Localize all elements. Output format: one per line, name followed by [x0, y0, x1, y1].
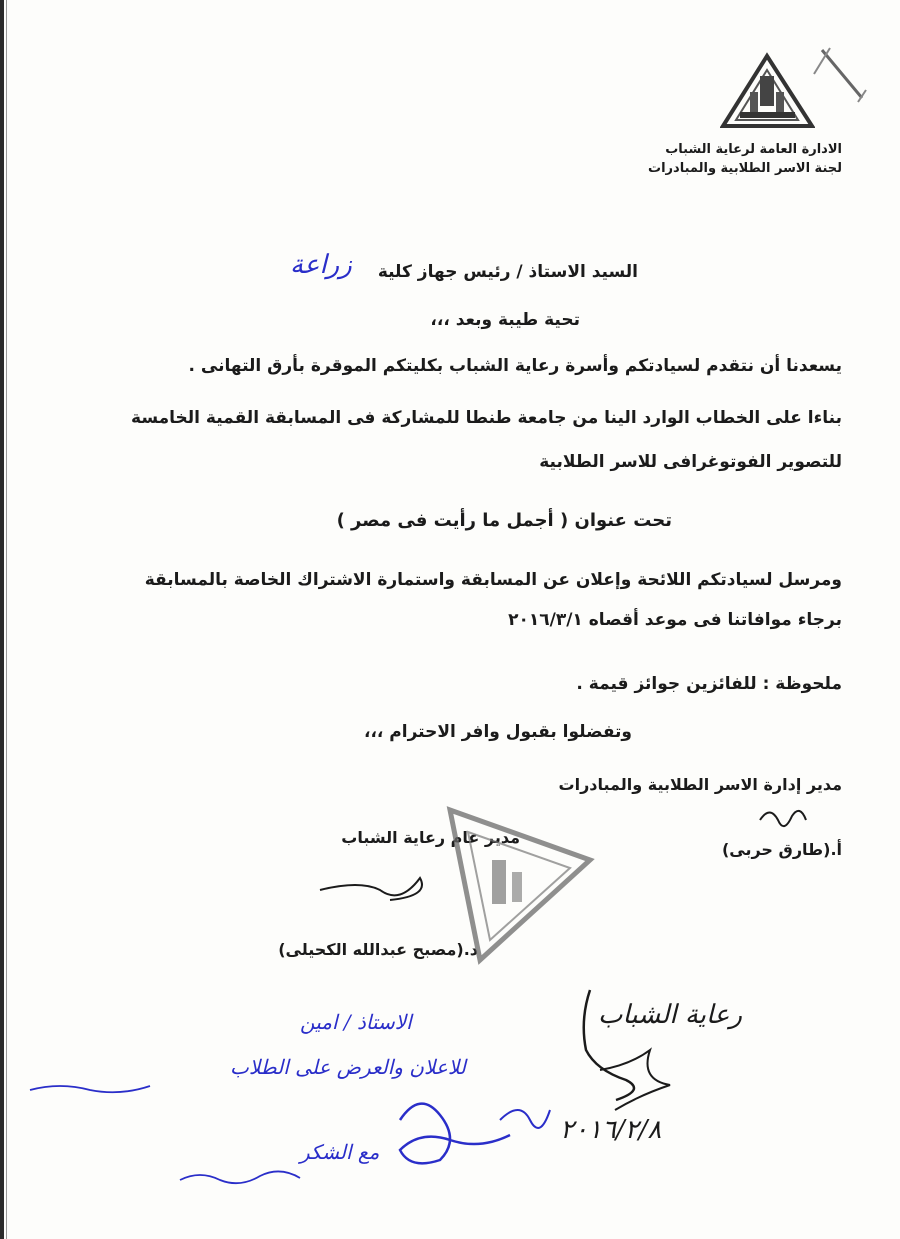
left-signatory-name: د.(مصبح عبدالله الكحيلى)	[278, 940, 478, 959]
signature-left	[320, 878, 422, 900]
handwritten-note-instruction: للاعلان والعرض على الطلاب	[230, 1055, 466, 1079]
scan-edge	[0, 0, 4, 1239]
paragraph-competition-2: للتصوير الفوتوغرافى للاسر الطلابية	[539, 452, 842, 472]
greeting: تحية طيبة وبعد ،،،	[430, 310, 580, 330]
scan-edge-line	[6, 0, 7, 1239]
university-logo-icon	[720, 52, 815, 130]
signature-blue-2	[500, 1110, 550, 1128]
staple-icon	[810, 40, 870, 110]
right-signatory-name: أ.(طارق حربى)	[721, 840, 842, 859]
header-department: الادارة العامة لرعاية الشباب	[665, 142, 842, 157]
signature-blue-4	[30, 1086, 150, 1092]
header-committee: لجنة الاسر الطلابية والمبادرات	[648, 161, 842, 176]
addressee: السيد الاستاذ / رئيس جهاز كلية	[377, 262, 638, 282]
paragraph-congrats: يسعدنا أن نتقدم لسيادتكم وأسرة رعاية الشباب بكليتكم الموقرة بأرق التهانى .	[188, 356, 842, 376]
signature-black-2	[600, 1050, 670, 1110]
paragraph-attachments-1: ومرسل لسيادتكم اللائحة وإعلان عن المسابقة واستمارة الاشتراك الخاصة بالمسابقة	[144, 570, 842, 590]
handwritten-date: ٢٠١٦/٢/٨	[560, 1115, 662, 1145]
addressee-handwritten: زراعة	[290, 250, 352, 280]
signature-right	[760, 811, 806, 826]
signature-blue-3	[180, 1171, 300, 1183]
signature-blue-1	[400, 1104, 510, 1164]
right-signatory-title: مدير إدارة الاسر الطلابية والمبادرات	[558, 775, 842, 794]
paragraph-competition-1: بناءا على الخطاب الوارد الينا من جامعة طنطا للمشاركة فى المسابقة القمية الخامسة	[131, 408, 842, 428]
left-signatory-title: مدير عام رعاية الشباب	[341, 828, 520, 847]
handwritten-note-thanks: مع الشكر	[300, 1140, 380, 1164]
competition-title: تحت عنوان ( أجمل ما رأيت فى مصر )	[336, 510, 672, 531]
official-stamp-icon	[420, 800, 595, 965]
closing: وتفضلوا بقبول وافر الاحترام ،،،	[363, 722, 632, 742]
paragraph-deadline: برجاء موافاتنا فى موعد أقصاه ٢٠١٦/٣/١	[508, 610, 842, 630]
note: ملحوظة : للفائزين جوائز قيمة .	[576, 674, 842, 694]
handwritten-note-department: رعاية الشباب	[598, 1000, 743, 1030]
handwritten-note-recipient: الاستاذ / امين	[300, 1010, 412, 1034]
